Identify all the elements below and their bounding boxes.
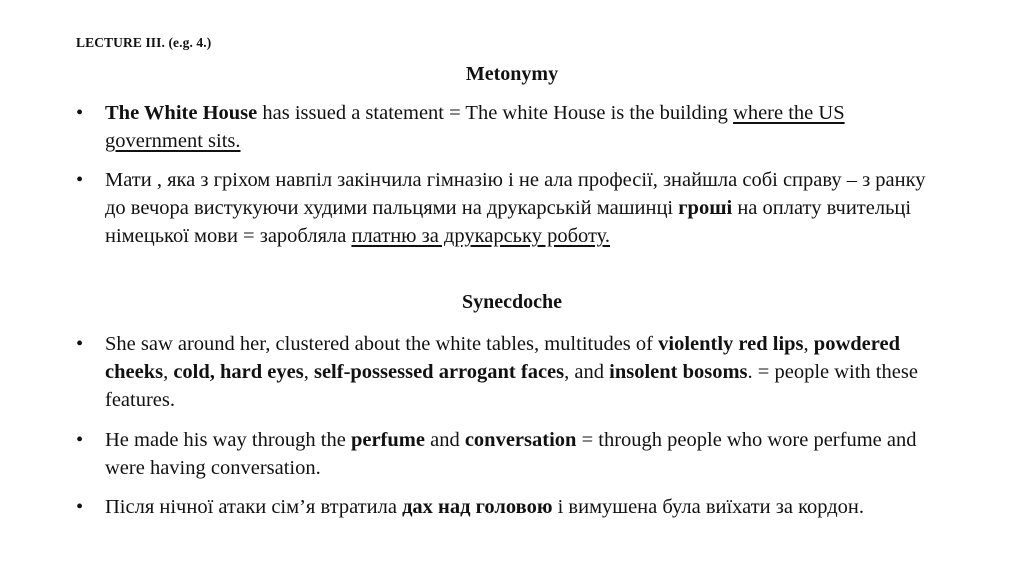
- synecdoche-bullet-1: [76, 330, 946, 414]
- bullet-text: [105, 166, 946, 250]
- bold-phrase: violently red lips: [658, 333, 804, 355]
- bullet-text: [105, 99, 946, 155]
- bold-phrase: The White House: [105, 102, 258, 124]
- bold-phrase: conversation: [464, 429, 577, 451]
- text-run: and: [424, 429, 465, 451]
- text-run: , and: [564, 361, 610, 383]
- bold-phrase: гроші: [678, 197, 733, 219]
- bold-phrase: powdered cheeks: [105, 333, 900, 383]
- synecdoche-bullet-3: [76, 493, 946, 521]
- bold-phrase: дах над головою: [402, 496, 553, 518]
- lecture-label: LECTURE III. (e.g. 4.): [76, 35, 212, 50]
- bullet-dot: •: [76, 429, 84, 451]
- bullet-text: [105, 426, 946, 482]
- bold-phrase: insolent bosoms: [609, 361, 748, 383]
- bold-phrase: cold, hard eyes: [173, 361, 304, 383]
- text-run: She saw around her, clustered about the white tables, multitudes of: [105, 333, 659, 355]
- bold-phrase: perfume: [350, 429, 425, 451]
- heading-synecdoche: Synecdoche: [462, 291, 562, 313]
- bold-phrase: self-possessed arrogant faces: [313, 361, 565, 383]
- text-run: і вимушена була виїхати за кордон.: [552, 496, 865, 518]
- text-run: ,: [803, 333, 814, 355]
- bullet-dot: •: [76, 169, 84, 191]
- text-run: ,: [303, 361, 314, 383]
- text-run: Після нічної атаки сім’я втратила: [105, 496, 403, 518]
- text-run: . = people with these features.: [105, 361, 918, 411]
- text-run: ,: [163, 361, 174, 383]
- underlined-phrase: платню за друкарську роботу.: [351, 225, 611, 247]
- synecdoche-bullet-2: [76, 426, 946, 482]
- heading-metonymy: Metonymy: [465, 63, 559, 85]
- bullet-dot: •: [76, 496, 84, 518]
- bullet-dot: •: [76, 333, 84, 355]
- bullet-text: [105, 493, 946, 521]
- metonymy-bullet-2: [76, 166, 946, 250]
- bullet-dot: •: [76, 102, 84, 124]
- text-run: has issued a statement = The white House is the building: [257, 102, 734, 124]
- text-run: He made his way through the: [105, 429, 351, 451]
- text-run: = through people who wore perfume and were having conversation.: [105, 429, 917, 479]
- underlined-phrase: where the US government sits.: [105, 102, 845, 152]
- text-run: на оплату вчительці німецької мови = заробляла: [105, 197, 912, 247]
- bullet-text: [105, 330, 946, 414]
- text-run: Мати , яка з гріхом навпіл закінчила гімназію і не ала професії, знайшла собі справу – з ранку до вечора вистукуючи худими пальцями на друкарській машинці: [105, 169, 926, 219]
- metonymy-bullet-1: [76, 99, 946, 155]
